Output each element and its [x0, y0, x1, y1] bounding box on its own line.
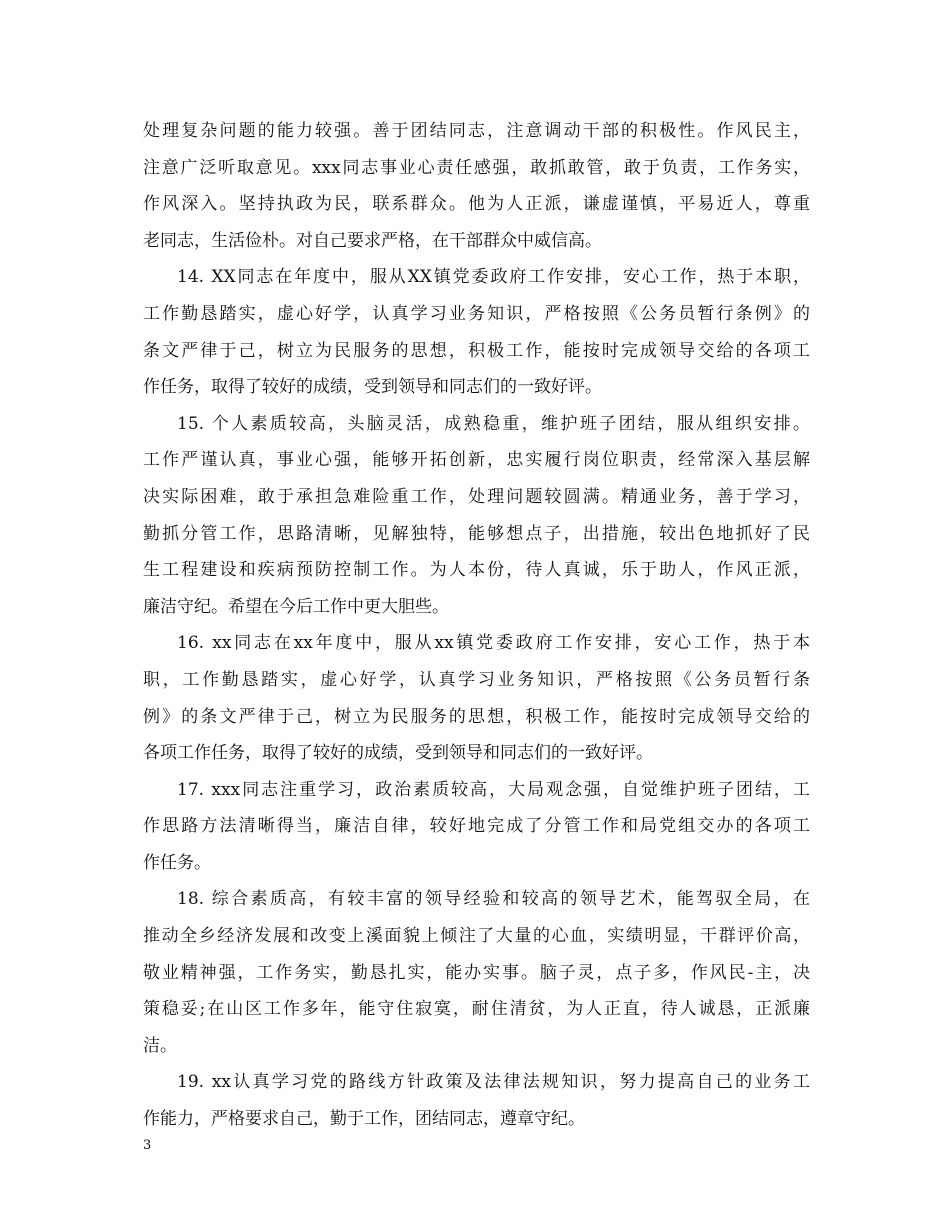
paragraph-item-15: [143, 406, 810, 626]
text-line: 工作勤恳踏实，虚心好学，认真学习业务知识，严格按照《公务员暂行条例》的: [143, 303, 810, 324]
paragraph-item-14: [143, 259, 810, 405]
text-line: 作风深入。坚持执政为民，联系群众。他为人正派，谦虚谨慎，平易近人，尊重: [143, 194, 810, 215]
text-line: 19. xx认真学习党的路线方针政策及法律法规知识，努力提高自己的业务工: [177, 1072, 810, 1093]
text-line: 决实际困难，敢于承担急难险重工作，处理问题较圆满。精通业务，善于学习，: [143, 486, 810, 507]
text-line: 老同志，生活俭朴。对自己要求严格，在干部群众中威信高。: [143, 230, 602, 251]
text-line: 策稳妥;在山区工作多年，能守住寂寞，耐住清贫，为人正直，待人诚恳，正派廉: [143, 999, 810, 1020]
text-line: 洁。: [143, 1035, 177, 1056]
paragraph-item-16: [143, 625, 810, 771]
text-line: 工作严谨认真，事业心强，能够开拓创新，忠实履行岗位职责，经常深入基层解: [143, 450, 810, 471]
text-line: 各项工作任务，取得了较好的成绩，受到领导和同志们的一致好评。: [143, 743, 653, 764]
text-line: 作任务，取得了较好的成绩，受到领导和同志们的一致好评。: [143, 377, 602, 398]
paragraph-continuation: [143, 113, 810, 259]
page-number: 3: [143, 1138, 152, 1153]
text-line: 14. XX同志在年度中，服从XX镇党委政府工作安排，安心工作，热于本职，: [177, 267, 810, 288]
paragraph-item-17: [143, 772, 810, 882]
document-body: [143, 113, 810, 1138]
text-line: 职，工作勤恳踏实，虚心好学，认真学习业务知识，严格按照《公务员暂行条: [143, 669, 810, 690]
text-line: 16. xx同志在xx年度中，服从xx镇党委政府工作安排，安心工作，热于本: [177, 633, 810, 654]
text-line: 廉洁守纪。希望在今后工作中更大胆些。: [143, 596, 449, 617]
paragraph-item-19: [143, 1064, 810, 1137]
text-line: 推动全乡经济发展和改变上溪面貌上倾注了大量的心血，实绩明显，干群评价高，: [143, 926, 810, 947]
text-line: 作思路方法清晰得当，廉洁自律，较好地完成了分管工作和局党组交办的各项工: [143, 816, 810, 837]
paragraph-item-18: [143, 881, 810, 1064]
text-line: 18. 综合素质高，有较丰富的领导经验和较高的领导艺术，能驾驭全局，在: [177, 889, 810, 910]
text-line: 作能力，严格要求自己，勤于工作，团结同志，遵章守纪。: [143, 1109, 585, 1130]
text-line: 条文严律于己，树立为民服务的思想，积极工作，能按时完成领导交给的各项工: [143, 340, 810, 361]
text-line: 勤抓分管工作，思路清晰，见解独特，能够想点子，出措施，较出色地抓好了民: [143, 523, 810, 544]
text-line: 注意广泛听取意见。xxx同志事业心责任感强，敢抓敢管，敢于负责，工作务实，: [143, 157, 810, 178]
text-line: 敬业精神强，工作务实，勤恳扎实，能办实事。脑子灵，点子多，作风民-主，决: [143, 962, 810, 983]
text-line: 处理复杂问题的能力较强。善于团结同志，注意调动干部的积极性。作风民主，: [143, 121, 810, 141]
text-line: 生工程建设和疾病预防控制工作。为人本份，待人真诚，乐于助人，作风正派，: [143, 560, 810, 581]
text-line: 作任务。: [143, 852, 211, 873]
text-line: 17. xxx同志注重学习，政治素质较高，大局观念强，自觉维护班子团结，工: [177, 779, 810, 800]
text-line: 15. 个人素质较高，头脑灵活，成熟稳重，维护班子团结，服从组织安排。: [177, 413, 810, 434]
text-line: 例》的条文严律于己，树立为民服务的思想，积极工作，能按时完成领导交给的: [143, 706, 810, 727]
